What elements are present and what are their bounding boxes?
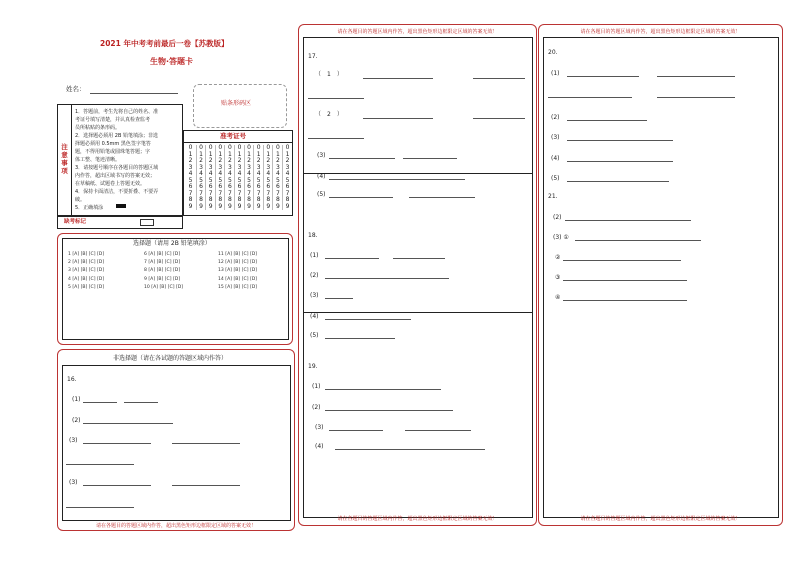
exam-digit-column[interactable]: 0 1 2 3 4 5 6 7 8 9: [234, 145, 244, 210]
q16-answer-line[interactable]: [66, 464, 134, 465]
q20-answer-line[interactable]: [567, 140, 673, 141]
q17-answer-line[interactable]: [329, 179, 465, 180]
q21-number: 21.: [548, 193, 558, 200]
q17-answer-line[interactable]: [308, 98, 364, 99]
q21-answer-line[interactable]: [563, 280, 687, 281]
q17-answer-line[interactable]: [473, 78, 525, 79]
q16-answer-line[interactable]: [83, 423, 173, 424]
nonchoice-section: 非选择题（请在各试题的答题区域内作答） 16. (1) (2) (3) (3) 请在各题目的答题区域内作答，超出黑色矩形边框限定区域的答案无效！: [57, 349, 295, 531]
exam-digit-column[interactable]: 0 1 2 3 4 5 6 7 8 9: [244, 145, 254, 210]
instruction-line: 在草稿纸、试题卷上答题无效。: [75, 181, 146, 187]
choice-section: [57, 233, 293, 345]
q16-answer-line[interactable]: [83, 402, 117, 403]
exam-digit-column[interactable]: 0 1 2 3 4 5 6 7 8 9: [224, 145, 234, 210]
choice-col-2[interactable]: 6 [A] [B] [C] [D] 7 [A] [B] [C] [D] 8 [A] [B] [C] [D] 9 [A] [B] [C] [D] 10 [A] [B] [C] [D]: [144, 252, 184, 290]
q19-answer-line[interactable]: [325, 389, 441, 390]
instruction-line: 体工整、笔迹清晰。: [75, 157, 121, 163]
warning-text: 请在各题目的答题区域内作答，超出黑色矩形边框限定区域的答案无效！: [95, 523, 256, 529]
q18-answer-line[interactable]: [325, 319, 411, 320]
q17-answer-line[interactable]: [403, 158, 457, 159]
exam-digit-column[interactable]: 0 1 2 3 4 5 6 7 8 9: [205, 145, 215, 210]
q21-answer-line[interactable]: [575, 240, 701, 241]
q19-answer-line[interactable]: [325, 410, 453, 411]
exam-digit-column[interactable]: 0 1 2 3 4 5 6 7 8 9: [263, 145, 273, 210]
instruction-line: 4．保持卡面清洁，不要折叠、不要弄: [75, 189, 159, 195]
instruction-line: 1．答题前，考生先将自己的姓名、准: [75, 109, 159, 115]
exam-number-label: 准考证号: [220, 132, 246, 140]
q17-answer-line[interactable]: [473, 118, 525, 119]
q20-answer-line[interactable]: [657, 97, 735, 98]
right-answer-panel: 请在各题目的答题区域内作答，超出黑色矩形边框限定区域的答案无效！ 请在各题目的答题区域内作答，超出黑色矩形边框限定区域的答案无效！ 20. (1) (2) (3) (4) (5) 21. (2) (3) ① ② ③ ④: [538, 24, 783, 526]
q17-answer-line[interactable]: [329, 158, 395, 159]
instruction-line: 择题必须用 0.5mm 黑色签字笔答: [75, 141, 151, 147]
q20-answer-line[interactable]: [567, 76, 639, 77]
warning-text: 请在各题目的答题区域内作答，超出黑色矩形边框限定区域的答案无效！: [337, 516, 498, 522]
nonchoice-title: 非选择题（请在各试题的答题区域内作答）: [113, 355, 228, 362]
q17-answer-line[interactable]: [363, 78, 433, 79]
q16-answer-line[interactable]: [66, 507, 134, 508]
q21-answer-line[interactable]: [565, 220, 691, 221]
q17-answer-line[interactable]: [329, 197, 393, 198]
exam-digit-column[interactable]: 0 1 2 3 4 5 6 7 8 9: [215, 145, 225, 210]
warning-text: 请在各题目的答题区域内作答，超出黑色矩形边框限定区域的答案无效！: [580, 516, 741, 522]
q21-answer-line[interactable]: [563, 300, 687, 301]
exam-digit-column[interactable]: 0 1 2 3 4 5 6 7 8 9: [188, 144, 193, 210]
exam-number-grid: [183, 130, 293, 216]
q20-answer-line[interactable]: [657, 76, 735, 77]
q18-answer-line[interactable]: [325, 258, 379, 259]
instructions-list: [75, 108, 180, 212]
q16-answer-line[interactable]: [172, 485, 240, 486]
q17-answer-line[interactable]: [409, 197, 475, 198]
q20-answer-line[interactable]: [567, 181, 669, 182]
choice-title: 选择题（请用 2B 铅笔填涂）: [133, 240, 211, 247]
warning-text: 请在各题目的答题区域内作答，超出黑色矩形边框限定区域的答案无效！: [580, 29, 741, 35]
q19-answer-line[interactable]: [335, 449, 485, 450]
q19-answer-line[interactable]: [405, 430, 471, 431]
instruction-line: 题，不得用铅笔或圆珠笔答题；字: [75, 149, 151, 155]
instruction-line: 考证号填写清楚，并认真检查监考: [75, 117, 151, 123]
instruction-line: 2．选择题必须用 2B 铅笔填涂；非选: [75, 133, 158, 139]
q19-answer-line[interactable]: [329, 430, 383, 431]
instructions-label: 注意事项: [61, 143, 68, 175]
q17-number: 17.: [308, 53, 318, 60]
q17-answer-line[interactable]: [363, 118, 433, 119]
choice-col-1[interactable]: 1 [A] [B] [C] [D] 2 [A] [B] [C] [D] 3 [A] [B] [C] [D] 4 [A] [B] [C] [D] 5 [A] [B] [C] [D]: [68, 252, 105, 290]
instruction-line: 破。: [75, 197, 86, 203]
q16-answer-line[interactable]: [83, 443, 151, 444]
q16-answer-line[interactable]: [172, 443, 240, 444]
q20-number: 20.: [548, 49, 558, 56]
q17-answer-line[interactable]: [308, 138, 364, 139]
q18-number: 18.: [308, 232, 318, 239]
page-subtitle: 生物·答题卡: [150, 57, 194, 66]
q16-answer-line[interactable]: [124, 402, 158, 403]
instruction-line: 5．正确填涂: [75, 205, 104, 211]
instruction-line: 内作答，超出区域书写的答案无效；: [75, 173, 156, 179]
q20-answer-line[interactable]: [548, 97, 632, 98]
absent-checkbox[interactable]: [140, 219, 154, 226]
exam-digit-column[interactable]: 0 1 2 3 4 5 6 7 8 9: [196, 145, 206, 210]
q18-answer-line[interactable]: [325, 338, 395, 339]
q20-answer-line[interactable]: [567, 120, 647, 121]
filled-sample-mark: [116, 204, 126, 208]
right-answer-box: [543, 37, 779, 518]
exam-digit-column[interactable]: 0 1 2 3 4 5 6 7 8 9: [253, 145, 263, 210]
q18-answer-line[interactable]: [325, 298, 353, 299]
q21-answer-line[interactable]: [563, 260, 681, 261]
instruction-line: 员所粘贴的条形码。: [75, 125, 121, 131]
middle-answer-panel: 请在各题目的答题区域内作答，超出黑色矩形边框限定区域的答案无效！ 请在各题目的答题区域内作答，超出黑色矩形边框限定区域的答案无效！ 17. （ 1 ） （ 2 ） (3) (4) (5) 18. (1) (2) (3) (4) (5) 19. (1) (2) (3) (4): [298, 24, 537, 526]
q18-answer-line[interactable]: [393, 258, 445, 259]
exam-digit-column[interactable]: 0 1 2 3 4 5 6 7 8 9: [282, 145, 292, 210]
barcode-area: 贴条形码区: [193, 84, 287, 128]
choice-col-3[interactable]: 11 [A] [B] [C] [D] 12 [A] [B] [C] [D] 13 [A] [B] [C] [D] 14 [A] [B] [C] [D] 15 [A] [B] [C] [D]: [218, 252, 258, 290]
q20-answer-line[interactable]: [567, 161, 673, 162]
q18-answer-line[interactable]: [325, 278, 449, 279]
name-field[interactable]: [90, 93, 178, 94]
page-title: 2021 年中考考前最后一卷【苏教版】: [100, 39, 229, 48]
instructions-box: [57, 104, 183, 216]
instruction-line: 3．请按题号顺序在各题目的答题区域: [75, 165, 159, 171]
absent-mark-row: 缺考标记: [57, 216, 183, 229]
exam-digit-column[interactable]: 0 1 2 3 4 5 6 7 8 9: [272, 145, 282, 210]
q19-number: 19.: [308, 363, 318, 370]
q16-number: 16.: [67, 376, 77, 383]
q16-answer-line[interactable]: [83, 485, 151, 486]
name-label: 姓名：: [66, 85, 86, 93]
warning-text: 请在各题目的答题区域内作答，超出黑色矩形边框限定区域的答案无效！: [337, 29, 498, 35]
